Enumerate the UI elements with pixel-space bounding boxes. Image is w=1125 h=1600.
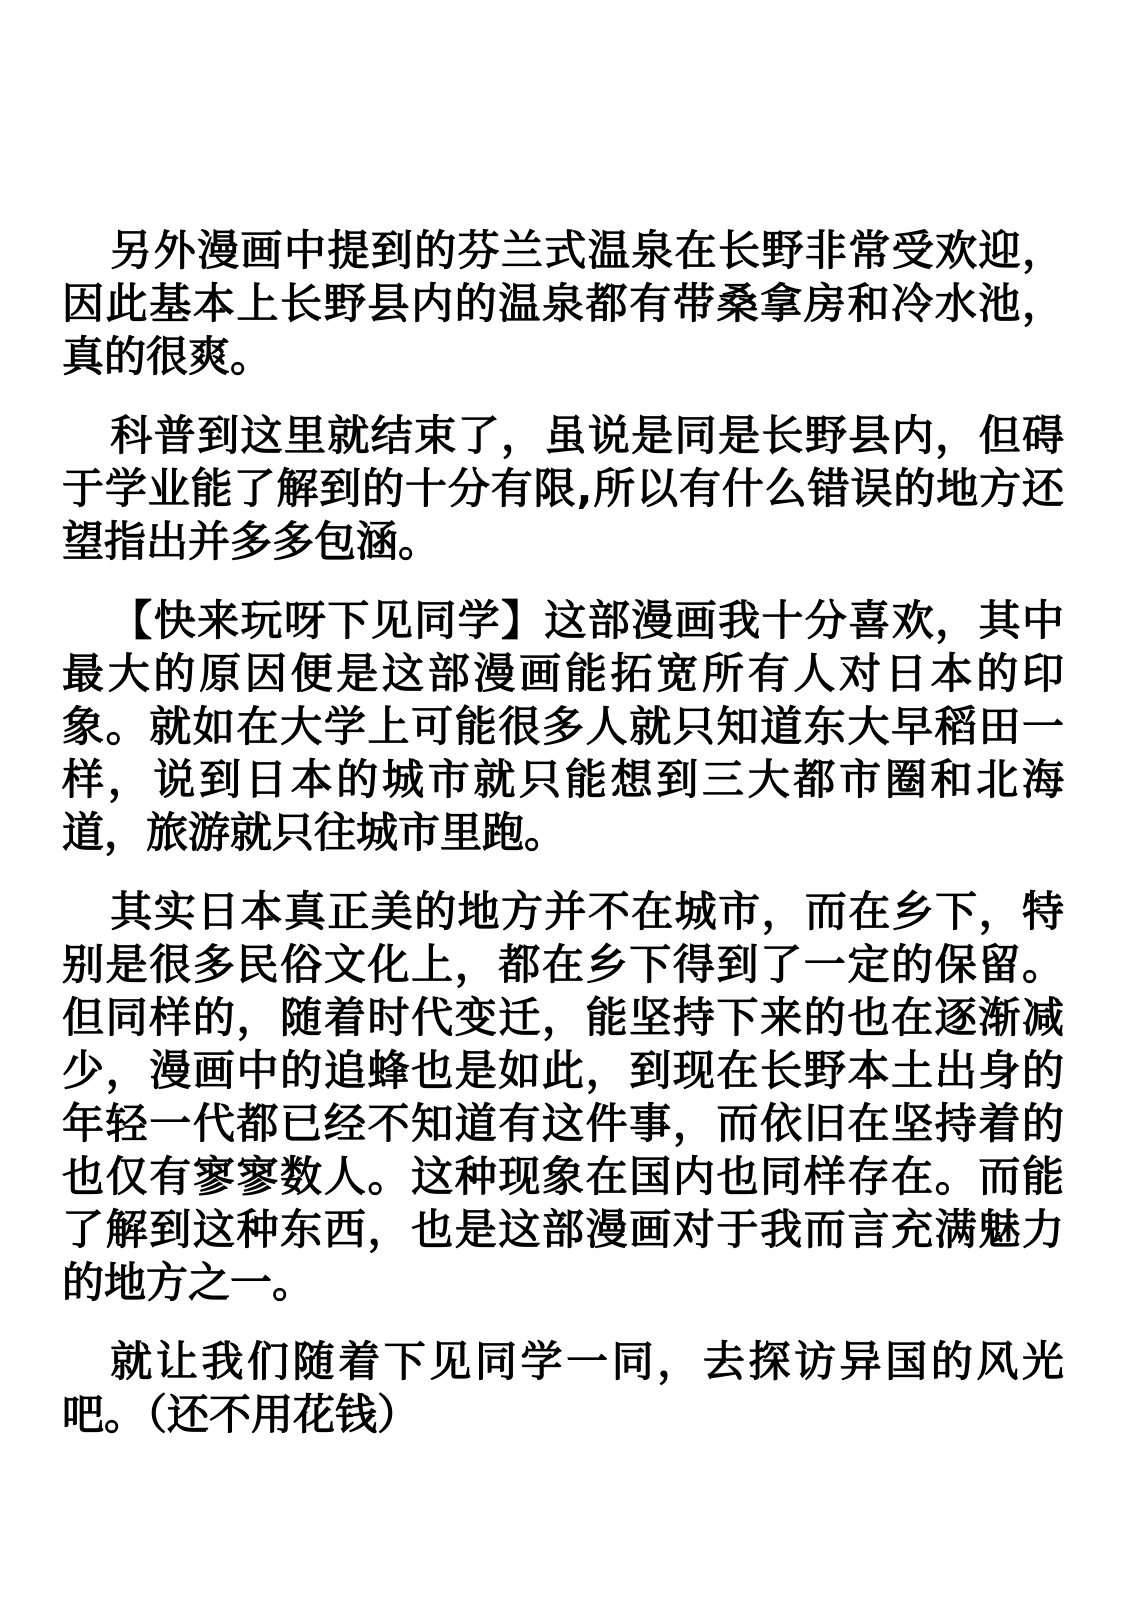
text-content bbox=[62, 224, 1064, 1467]
paragraph-disclaimer: 科普到这里就结束了，虽说是同是长野县内，但碍于学业能了解到的十分有限,所以有什么错误的地方还望指出并多多包涵。 bbox=[62, 411, 1064, 566]
paragraph-closing: 就让我们随着下见同学一同，去探访异国的风光吧。（还不用花钱） bbox=[62, 1337, 1064, 1439]
paragraph-onsen-intro: 另外漫画中提到的芬兰式温泉在长野非常受欢迎，因此基本上长野县内的温泉都有带桑拿房和冷水池，真的很爽。 bbox=[62, 226, 1064, 381]
paragraph-manga-impression: 【快来玩呀下见同学】这部漫画我十分喜欢，其中最大的原因便是这部漫画能拓宽所有人对日本的印象。就如在大学上可能很多人就只知道东大早稻田一样，说到日本的城市就只能想到三大都市圈和北海道，旅游就只往城市里跑。 bbox=[62, 596, 1064, 857]
paragraph-countryside-culture: 其实日本真正美的地方并不在城市，而在乡下，特别是很多民俗文化上，都在乡下得到了一定的保留。但同样的，随着时代变迁，能坚持下来的也在逐渐减少，漫画中的追蜂也是如此，到现在长野本土出身的年轻一代都已经不知道有这件事，而依旧在坚持着的也仅有寥寥数人。这种现象在国内也同样存在。而能了解到这种东西，也是这部漫画对于我而言充满魅力的地方之一。 bbox=[62, 887, 1064, 1307]
